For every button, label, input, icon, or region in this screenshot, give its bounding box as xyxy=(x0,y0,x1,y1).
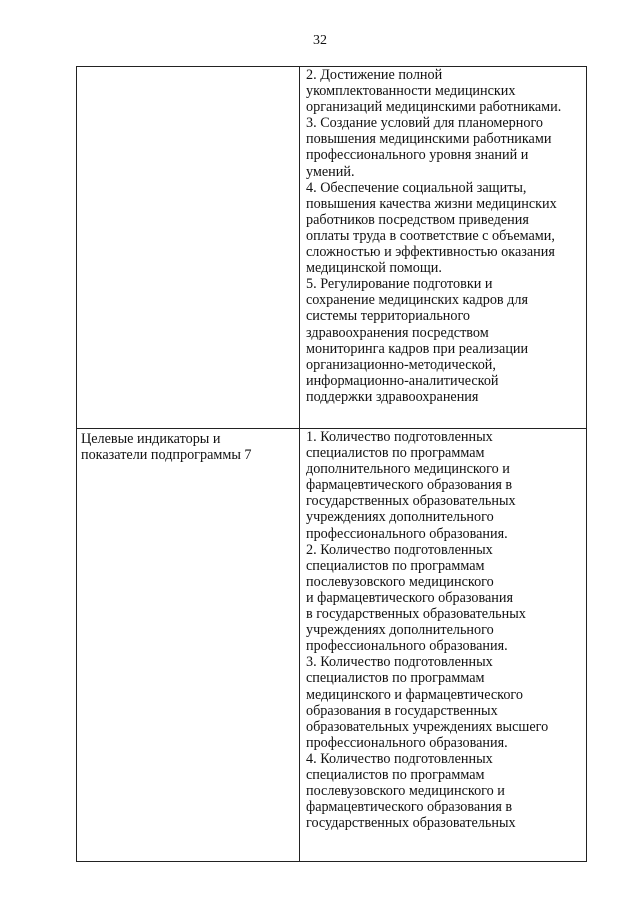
text-line: государственных образовательных xyxy=(306,493,516,510)
text-line: специалистов по программам xyxy=(306,670,485,687)
text-line: медицинского и фармацевтического xyxy=(306,686,523,703)
text-line: профессионального уровня знаний и xyxy=(306,147,529,164)
text-line: сложностью и эффективностью оказания xyxy=(306,244,555,261)
text-line: работников посредством приведения xyxy=(306,211,529,228)
text-line: специалистов по программам xyxy=(306,766,485,783)
text-line: 3. Создание условий для планомерного xyxy=(306,115,544,132)
content-cell xyxy=(300,67,587,429)
label-cell xyxy=(77,429,300,862)
table-row xyxy=(77,67,587,429)
text-line: профессионального образования. xyxy=(306,525,508,542)
label-text xyxy=(77,67,299,69)
text-line: дополнительного медицинского и xyxy=(306,461,510,478)
text-line: в государственных образовательных xyxy=(306,606,526,623)
text-line: 2. Количество подготовленных xyxy=(306,541,493,558)
text-line: послевузовского медицинского и xyxy=(306,783,505,800)
content-text xyxy=(300,429,586,831)
text-line: специалистов по программам xyxy=(306,445,485,462)
text-line: образовательных учреждениях высшего xyxy=(306,718,549,735)
text-line: сохранение медицинских кадров для xyxy=(306,292,528,309)
text-line: профессионального образования. xyxy=(306,638,508,655)
text-line: послевузовского медицинского xyxy=(306,573,494,590)
text-line: специалистов по программам xyxy=(306,557,485,574)
text-line: фармацевтического образования в xyxy=(306,477,513,494)
text-line: 4. Обеспечение социальной защиты, xyxy=(306,179,527,196)
text-line: учреждениях дополнительного xyxy=(306,509,494,526)
text-line: учреждениях дополнительного xyxy=(306,622,494,639)
text-line: информационно-аналитической xyxy=(306,372,499,389)
table-row xyxy=(77,429,587,862)
text-line: образования в государственных xyxy=(306,702,498,719)
page-number: 32 xyxy=(313,33,327,48)
label-text xyxy=(77,429,299,463)
label-cell xyxy=(77,67,300,429)
text-line: мониторинга кадров при реализации xyxy=(306,340,529,357)
text-line: 5. Регулирование подготовки и xyxy=(306,276,493,293)
text-line: здравоохранения посредством xyxy=(306,324,489,341)
text-line: медицинской помощи. xyxy=(306,260,442,277)
text-line: показатели подпрограммы 7 xyxy=(81,447,252,464)
text-line: профессионального образования. xyxy=(306,734,508,751)
text-line: и фармацевтического образования xyxy=(306,589,514,606)
text-line: фармацевтического образования в xyxy=(306,799,513,816)
text-line: укомплектованности медицинских xyxy=(306,83,516,100)
content-cell xyxy=(300,429,587,862)
text-line: системы территориального xyxy=(306,308,471,325)
text-line: повышения медицинскими работниками xyxy=(306,131,552,148)
text-line: поддержки здравоохранения xyxy=(306,388,479,405)
text-line: 4. Количество подготовленных xyxy=(306,750,493,767)
text-line: 2. Достижение полной xyxy=(306,67,443,83)
text-line: Целевые индикаторы и xyxy=(81,431,221,447)
text-line: государственных образовательных xyxy=(306,815,516,832)
text-line: повышения качества жизни медицинских xyxy=(306,195,557,212)
text-line: организационно-методической, xyxy=(306,356,496,373)
text-line: умений. xyxy=(306,163,355,180)
content-text xyxy=(300,67,586,405)
text-line: 1. Количество подготовленных xyxy=(306,429,493,445)
text-line: организаций медицинскими работниками. xyxy=(306,99,562,116)
text-line: оплаты труда в соответствие с объемами, xyxy=(306,227,555,244)
text-line: 3. Количество подготовленных xyxy=(306,654,493,671)
program-table xyxy=(76,66,587,862)
